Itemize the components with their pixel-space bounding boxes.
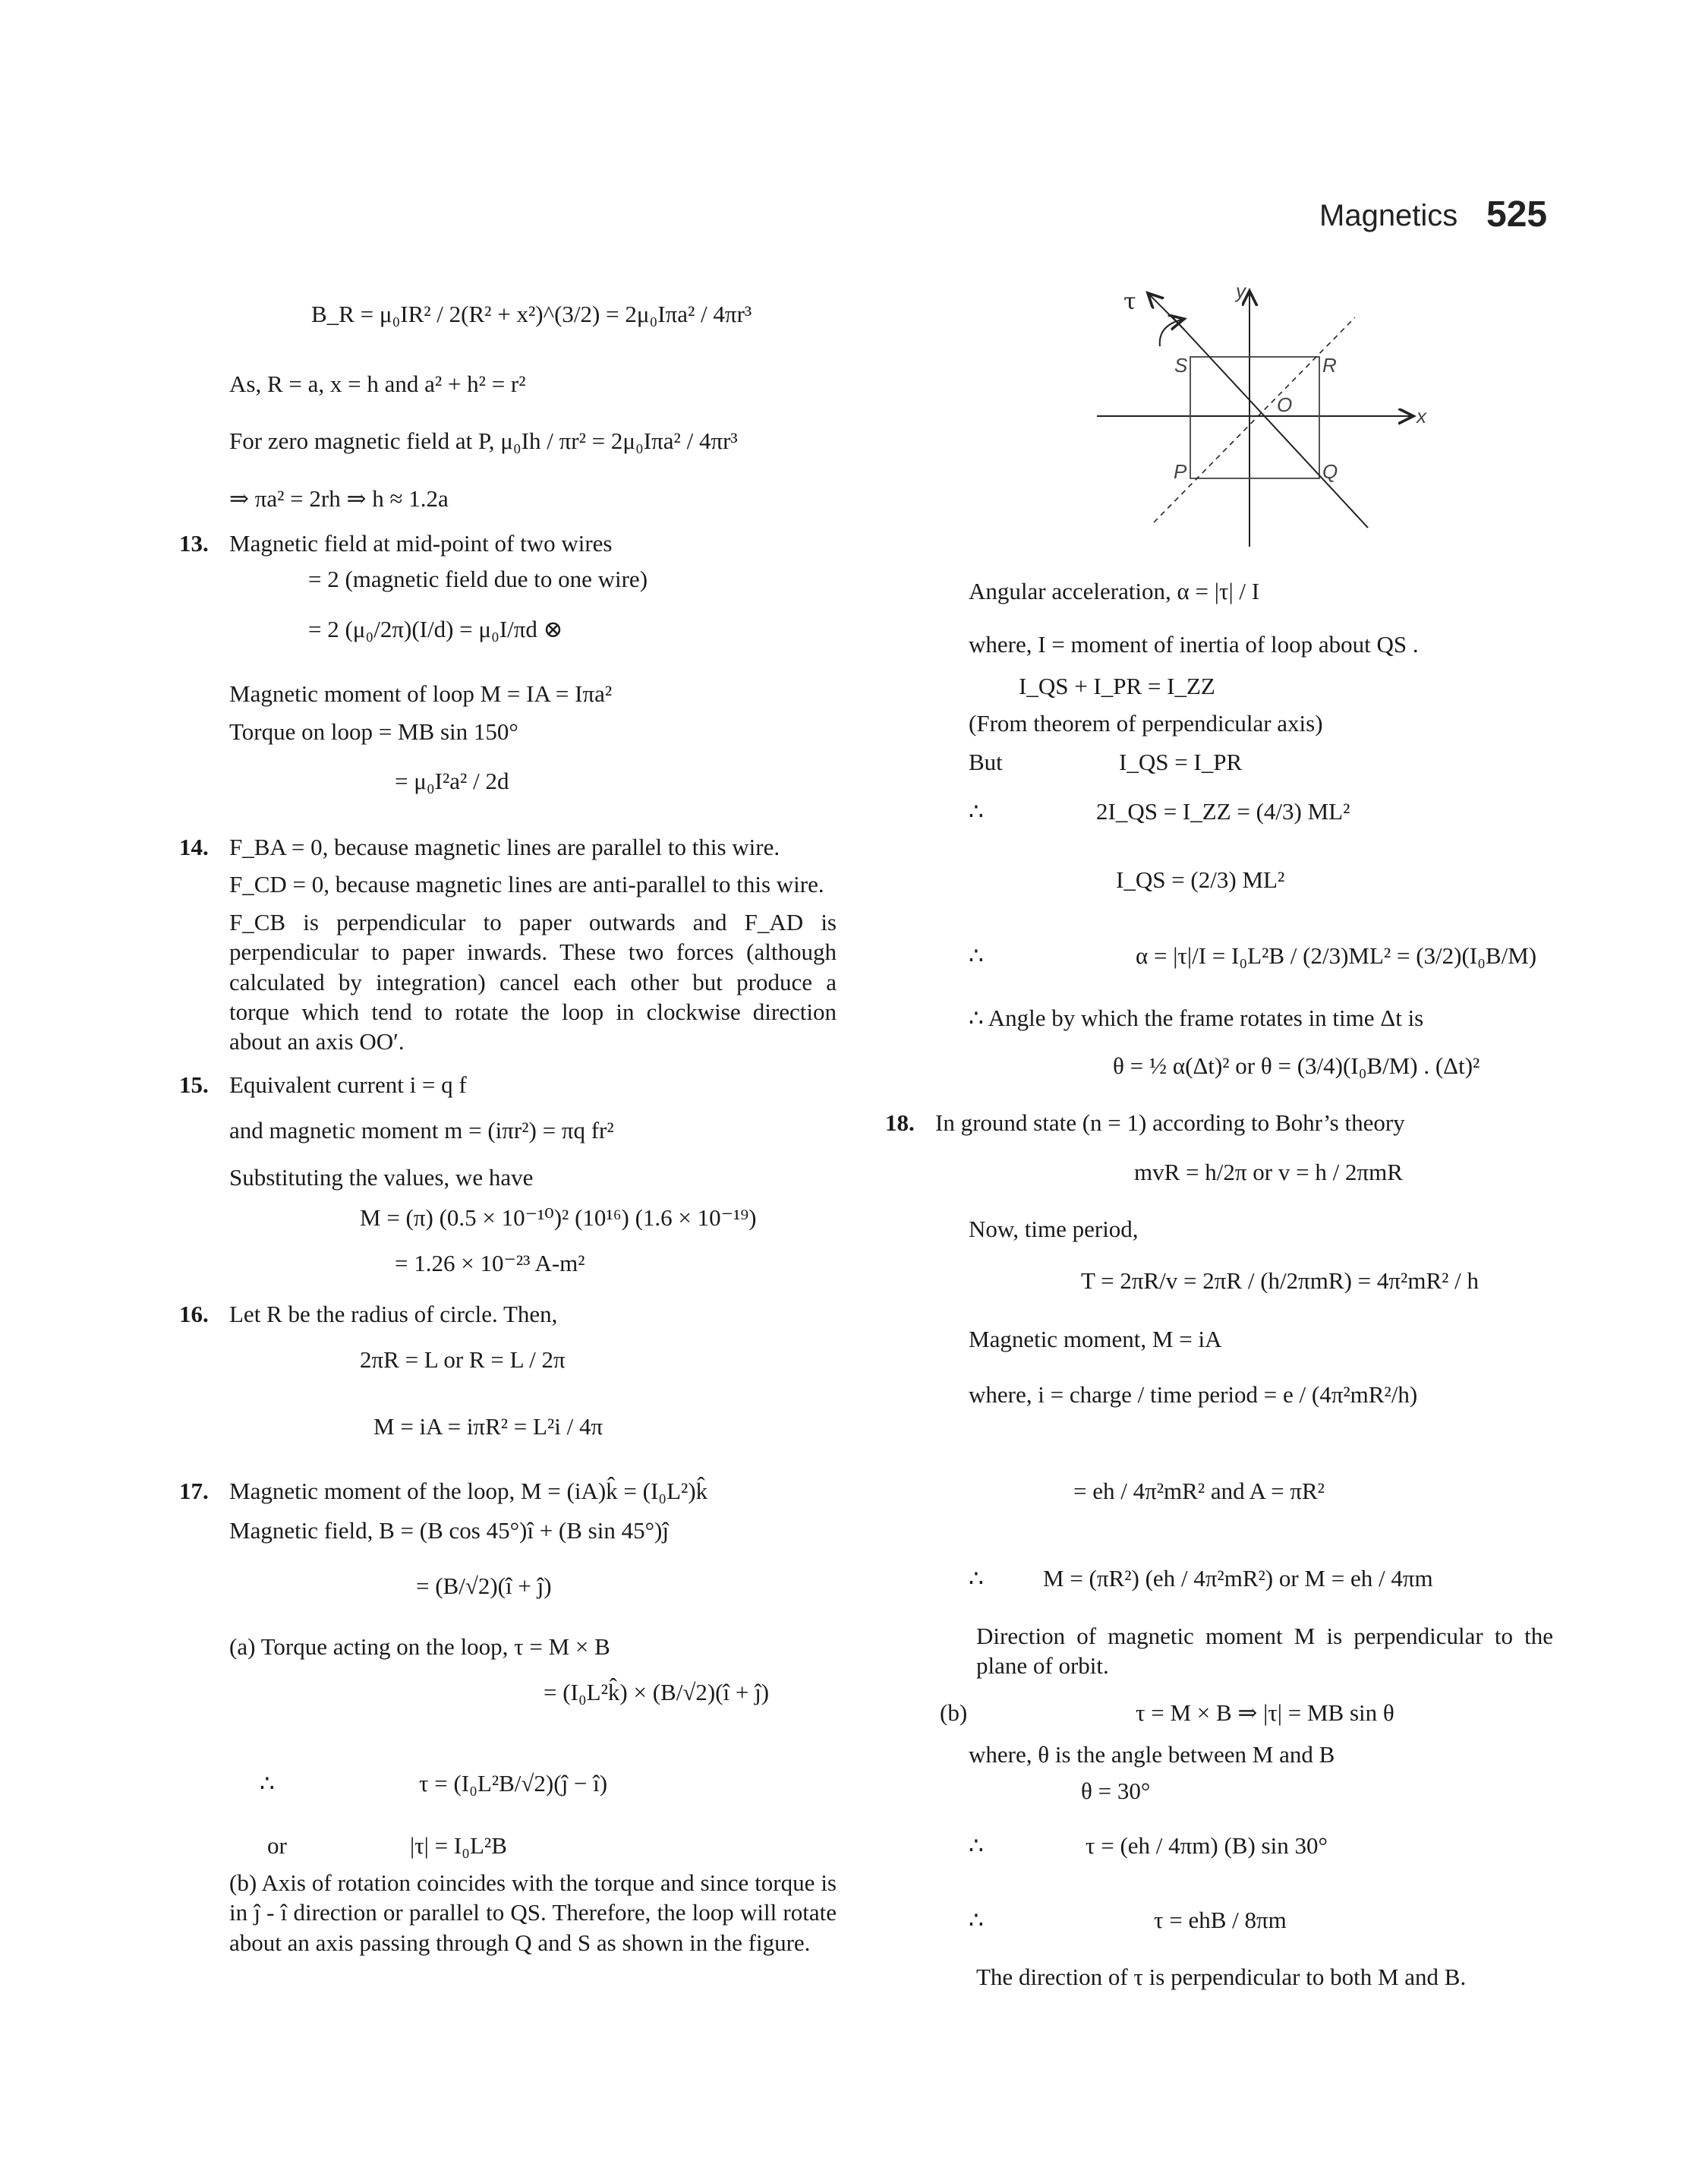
label-x: x xyxy=(1417,405,1426,427)
text-15-current: Equivalent current i = q f xyxy=(229,1071,467,1098)
equation-17-d: |τ| = I₀L²B xyxy=(410,1832,507,1859)
text-18-b: (b) xyxy=(940,1699,968,1726)
text-17-torque: (a) Torque acting on the loop, τ = M × B xyxy=(229,1633,610,1660)
question-number-13: 13. xyxy=(179,530,209,557)
equation-18-tau-2: τ = (eh / 4πm) (B) sin 30° xyxy=(1086,1832,1328,1859)
text-14-fcd: F_CD = 0, because magnetic lines are anti-parallel to this wire. xyxy=(229,871,824,897)
torque-axis-line xyxy=(1173,317,1368,528)
equation-18-i: where, i = charge / time period = e / (4π²mR²/h) xyxy=(969,1381,1418,1408)
text-13-moment: Magnetic moment of loop M = IA = Iπa² xyxy=(229,680,613,707)
equation-iqs-ipr: I_QS = I_PR xyxy=(1119,749,1243,775)
text-17-moment: Magnetic moment of the loop, M = (iA)k̂ = (I₀L²)k̂ xyxy=(229,1478,708,1504)
therefore-symbol: ∴ xyxy=(260,1770,275,1797)
question-number-14: 14. xyxy=(179,834,209,860)
text-18-direction: Direction of magnetic moment M is perpendicular to the plane of orbit. xyxy=(976,1623,1553,1680)
equation-13-c: = μ₀I²a² / 2d xyxy=(395,768,509,794)
equation-18-m: M = (πR²) (eh / 4π²mR²) or M = eh / 4πm xyxy=(1043,1565,1433,1592)
label-q: Q xyxy=(1322,460,1338,483)
equation-theta-30: θ = 30° xyxy=(1081,1778,1151,1804)
torque-arrow xyxy=(1148,293,1184,330)
equation-18-mvr: mvR = h/2π or v = h / 2πmR xyxy=(1134,1159,1403,1185)
equation-15-b: = 1.26 × 10⁻²³ A-m² xyxy=(395,1250,585,1276)
equation-2iqs: 2I_QS = I_ZZ = (4/3) ML² xyxy=(1096,798,1350,825)
equation-13-a: = 2 (magnetic field due to one wire) xyxy=(308,566,648,592)
equation-18-t: T = 2πR/v = 2πR / (h/2πmR) = 4π²mR² / h xyxy=(1081,1267,1480,1294)
running-head-title: Magnetics xyxy=(1319,199,1458,232)
label-s: S xyxy=(1174,354,1188,377)
label-o: O xyxy=(1277,393,1293,416)
text-time-period: Now, time period, xyxy=(969,1216,1139,1242)
text-moment-of-inertia: where, I = moment of inertia of loop about QS . xyxy=(969,631,1419,658)
therefore-symbol: ∴ xyxy=(969,1565,984,1592)
text-14-body: F_CB is perpendicular to paper outwards and F_AD is perpendicular to paper inwards. These two forces (although calculated by integration) cancel each other but produce a torque which tend to rotate the loop in clockwise direction about an axis OO′. xyxy=(229,909,837,1055)
text-15-moment: and magnetic moment m = (iπr²) = πq fr² xyxy=(229,1117,614,1144)
equation-zero-field: For zero magnetic field at P, μ₀Ih / πr² = 2μ₀Iπa² / 4πr³ xyxy=(229,427,738,454)
text-14-fba: F_BA = 0, because magnetic lines are parallel to this wire. xyxy=(229,834,780,860)
text-13-intro: Magnetic field at mid-point of two wires xyxy=(229,530,613,557)
text-magnetic-moment: Magnetic moment, M = iA xyxy=(969,1326,1222,1352)
equation-16-b: M = iA = iπR² = L²i / 4π xyxy=(373,1413,603,1440)
therefore-symbol: ∴ xyxy=(969,1907,984,1933)
question-number-18: 18. xyxy=(885,1109,915,1136)
equation-16-a: 2πR = L or R = L / 2π xyxy=(360,1346,566,1373)
therefore-symbol: ∴ xyxy=(969,1832,984,1859)
equation-17-b: = (I₀L²k̂) × (B/√2)(î + ĵ) xyxy=(544,1679,770,1705)
text-18-intro: In ground state (n = 1) according to Bohr’s theory xyxy=(935,1109,1405,1136)
equation-br: B_R = μ₀IR² / 2(R² + x²)^(3/2) = 2μ₀Iπa² / 4πr³ xyxy=(311,301,752,327)
text-tau-direction: The direction of τ is perpendicular to both M and B. xyxy=(976,1964,1467,1990)
text-13-torque: Torque on loop = MB sin 150° xyxy=(229,718,518,745)
equation-theta: θ = ½ α(Δt)² or θ = (3/4)(I₀B/M) . (Δt)² xyxy=(1113,1052,1480,1079)
text-perp-axis-theorem: (From theorem of perpendicular axis) xyxy=(969,710,1323,737)
text-angle-rotates: ∴ Angle by which the frame rotates in time Δt is xyxy=(969,1005,1424,1031)
equation-15-a: M = (π) (0.5 × 10⁻¹⁰)² (10¹⁶) (1.6 × 10⁻¹⁹) xyxy=(360,1204,757,1231)
question-number-15: 15. xyxy=(179,1071,209,1098)
equation-13-b: = 2 (μ₀/2π)(I/d) = μ₀I/πd ⊗ xyxy=(308,616,563,642)
text-17-field: Magnetic field, B = (B cos 45°)î + (B sin 45°)ĵ xyxy=(229,1517,669,1544)
equation-iqs: I_QS = (2/3) ML² xyxy=(1116,866,1285,893)
text-15-substituting: Substituting the values, we have xyxy=(229,1164,534,1191)
equation-17-a: = (B/√2)(î + ĵ) xyxy=(416,1573,552,1599)
equation-18-tau: τ = M × B ⇒ |τ| = MB sin θ xyxy=(1136,1699,1394,1726)
text-theta-angle: where, θ is the angle between M and B xyxy=(969,1741,1335,1768)
label-p: P xyxy=(1174,460,1187,483)
rotation-axis-dashed xyxy=(1154,317,1355,522)
text-angular-acceleration: Angular acceleration, α = |τ| / I xyxy=(969,578,1260,604)
equation-18-tau-3: τ = ehB / 8πm xyxy=(1154,1907,1287,1933)
label-r: R xyxy=(1322,354,1337,377)
equation-perp-axis: I_QS + I_PR = I_ZZ xyxy=(1019,673,1215,699)
therefore-symbol: ∴ xyxy=(969,942,984,969)
text-17-b: (b) Axis of rotation coincides with the torque and since torque is in ĵ - î direction or parallel to QS. Therefore, the loop will rotate about an axis passing through Q and S as shown in the figure. xyxy=(229,1869,837,1956)
loop-axis-figure xyxy=(1078,277,1427,554)
equation-17-c: τ = (I₀L²B/√2)(ĵ − î) xyxy=(419,1770,608,1797)
text-or: or xyxy=(267,1832,287,1859)
label-tau: τ xyxy=(1123,289,1136,315)
therefore-symbol: ∴ xyxy=(969,798,984,825)
equation-alpha: α = |τ|/I = I₀L²B / (2/3)ML² = (3/2)(I₀B/M) xyxy=(1136,942,1537,969)
question-number-16: 16. xyxy=(179,1301,209,1327)
rotation-curve-icon xyxy=(1160,319,1184,346)
square-loop xyxy=(1190,357,1319,478)
equation-h-result: ⇒ πa² = 2rh ⇒ h ≈ 1.2a xyxy=(229,485,449,512)
question-number-17: 17. xyxy=(179,1478,209,1504)
equation-as: As, R = a, x = h and a² + h² = r² xyxy=(229,371,526,397)
text-but: But xyxy=(969,749,1003,775)
text-16-intro: Let R be the radius of circle. Then, xyxy=(229,1301,558,1327)
label-y: y xyxy=(1236,279,1246,302)
page-number: 525 xyxy=(1486,194,1548,235)
equation-18-eh: = eh / 4π²mR² and A = πR² xyxy=(1073,1478,1325,1504)
